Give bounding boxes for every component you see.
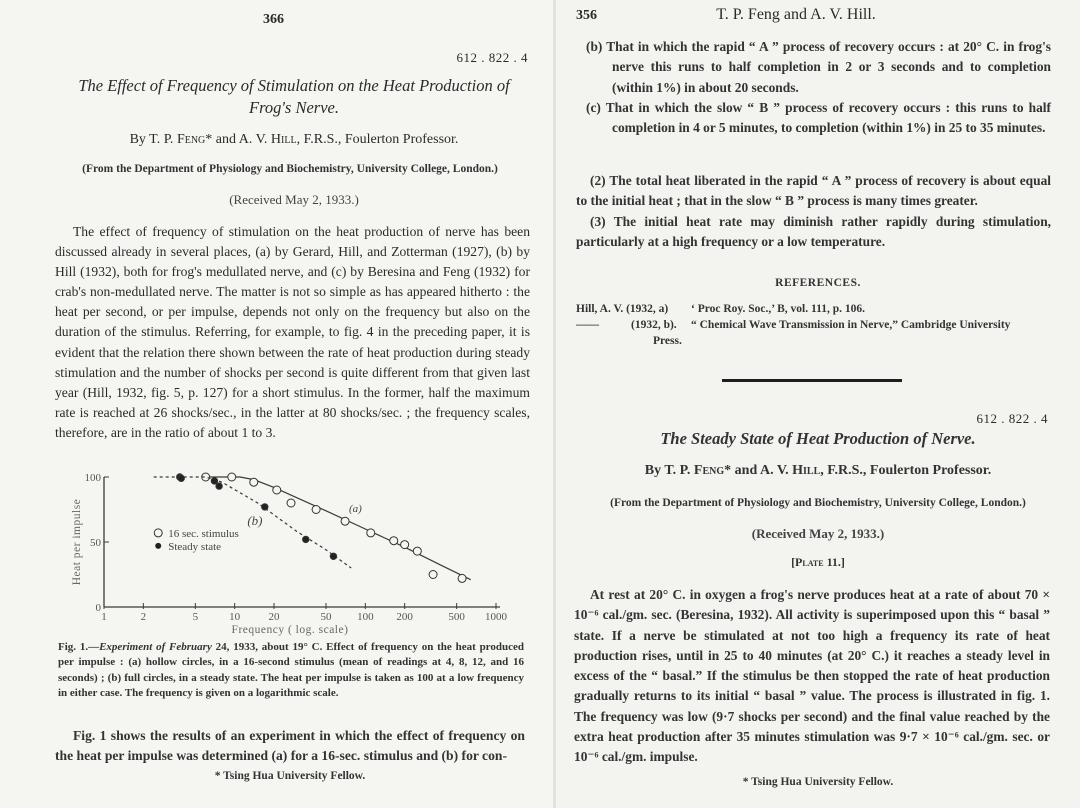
reference-continuation: Press. [653,335,682,347]
x-tick-label: 50 [320,611,332,623]
author-feng: Feng [176,132,206,147]
department: (From the Department of Physiology and Biochemistry, University College, London.) [82,163,498,175]
article-title [56,75,532,119]
article-title-line2: Frog's Nerve. [249,98,339,117]
right-page [556,0,1080,808]
caption-italic: Experiment of February [99,641,212,653]
y-tick-label: 50 [90,537,101,549]
data-point-hollow [273,486,281,494]
byline [556,463,1080,479]
paragraph-text: Fig. 1 shows the results of an experiment in which the effect of frequency on the heat per impulse was determined (a) for a 16-sec. stimulus and (b) for con- [55,728,525,764]
data-point-filled [262,504,268,510]
footnote: * Tsing Hua University Fellow. [742,776,894,788]
byline-mid: * and A. V. [724,463,793,478]
reference-text: “ Chemical Wave Transmission in Nerve,” Cambridge University [691,319,1011,331]
x-tick-label: 5 [192,611,199,623]
caption-label: Fig. 1.— [58,641,100,653]
data-point-hollow [341,517,349,525]
data-point-hollow [390,537,398,545]
annotation-b: (b) [247,513,263,529]
y-tick-label: 0 [95,602,101,614]
byline-suffix: , F.R.S., Foulerton Professor. [820,463,992,478]
data-point-hollow [228,473,236,481]
conclusions [576,171,1051,252]
curve-a-solid [206,477,471,580]
byline [56,132,532,148]
data-point-filled [178,475,184,481]
author-hill: Hill [792,463,821,478]
reference-author: —— [576,319,599,331]
reference-item [576,317,1056,333]
data-point-filled [211,478,217,484]
plate-reference: [Plate 11.] [791,555,845,569]
legend-label-steady: Steady state [168,540,222,553]
x-tick-label: 500 [448,611,465,623]
body-paragraph-1 [55,222,530,443]
byline-prefix: By T. P. [129,132,177,147]
author-feng: Feng [693,463,725,478]
data-point-hollow [250,478,258,486]
received-date: (Received May 2, 1933.) [229,192,359,207]
data-point-filled [303,536,309,542]
byline-prefix: By T. P. [644,463,694,478]
data-point-hollow [458,574,466,582]
section-divider-rule [722,379,902,382]
reference-text: ‘ Proc Roy. Soc.,’ B, vol. 111, p. 106. [691,303,865,315]
figure-caption [58,640,524,702]
byline-mid: * and A. V. [205,132,271,147]
data-point-hollow [367,529,375,537]
annotation-a: (a) [349,503,362,516]
page-number: 366 [263,12,284,27]
body-paragraph-1 [574,585,1050,768]
x-tick-label: 200 [396,611,413,623]
received-date: (Received May 2, 1933.) [751,526,885,541]
data-point-hollow [401,541,409,549]
reference-year: (1932, b). [631,319,677,331]
legend-marker-filled [155,543,161,549]
x-tick-label: 10 [229,611,241,623]
list-item-c: (c) That in which the slow “ B ” process of recovery occurs : this runs to half completion in 4 or 5 minutes, to completion (within 1%) in 25 to 35 minutes. [586,99,1051,136]
department: (From the Department of Physiology and Biochemistry, University College, London.) [610,497,1026,509]
x-tick-label: 1 [101,611,107,623]
references-heading: REFERENCES. [775,277,861,289]
legend-marker-hollow [154,529,162,537]
classification-code: 612 . 822 . 4 [976,411,1048,426]
paragraph-text: At rest at 20° C. in oxygen a frog's nerve produces heat at a rate of about 70 × 10⁻⁶ cal./gm. sec. (Beresina, 1932). All activity is superimposed upon this “ basal ” state. If a nerve be stimulated at not too high a frequency its rate of heat production rises, until in 25 to 40 minutes (at 20° C.) it reaches a steady level in excess of the “ basal.” If the stimulus be then stopped the rate of heat production gradually returns to its initial “ basal ” value. The process is illustrated in fig. 1. The frequency was low (9·7 shocks per second) and the final value reached by the extra heat production after 35 minutes stimulation was 9·7 × 10⁻⁶ cal./gm. sec. or 10⁻⁶ cal./gm. impulse. [574,587,1050,765]
legend-label-16sec: 16 sec. stimulus [168,527,239,540]
footnote: * Tsing Hua University Fellow. [214,770,366,782]
article-title-line1: The Effect of Frequency of Stimulation on the Heat Production of [78,76,510,95]
byline-suffix: , F.R.S., Foulerton Professor. [296,132,459,147]
running-head: T. P. Feng and A. V. Hill. [716,6,876,23]
data-point-hollow [312,506,320,514]
article-title: The Steady State of Heat Production of Nerve. [660,429,976,448]
recovery-list [576,37,1051,138]
body-paragraph-2 [55,726,525,766]
x-tick-label: 2 [140,611,147,623]
point-3: (3) The initial heat rate may diminish rather rapidly during stimulation, particularly at a high frequency or a low temperature. [576,213,1051,249]
data-point-filled [216,483,222,489]
figure-1-chart [60,462,530,640]
data-point-hollow [413,547,421,555]
x-tick-label: 100 [357,611,374,623]
list-item-b: (b) That in which the rapid “ A ” process of recovery occurs : at 20° C. in frog's nerve this runs to half completion in 2 or 3 seconds and to completion (within 1%) in about 20 seconds. [586,39,1051,95]
references-list [576,301,1056,349]
data-point-hollow [429,571,437,579]
point-2: (2) The total heat liberated in the rapid “ A ” process of recovery is about equal to the initial heat ; that in the slow “ B ” process is many times greater. [576,173,1051,209]
x-tick-label: 1000 [485,611,507,623]
reference-item [576,301,1056,317]
data-point-hollow [287,499,295,507]
y-axis-label: Heat per impulse [71,498,83,586]
y-tick-label: 100 [84,472,101,484]
x-tick-label: 20 [268,611,280,623]
x-axis-label: Frequency ( log. scale) [231,624,349,636]
page-number: 356 [576,8,597,23]
reference-author: Hill, A. V. (1932, a) [576,303,669,315]
data-point-filled [330,553,336,559]
classification-code: 612 . 822 . 4 [456,50,528,65]
caption-text: 24, 1933, about 19° C. Effect of frequency on the heat produced per impulse : (a) hollow circles, in a 16-second stimulus (mean of readings at 4, 8, 12, and 16 seconds) ; (b) full circles, in a steady state. The heat per impulse is taken as 100 at a low frequency in either case. The frequency is given on a logarithmic scale. [58,641,524,700]
author-hill: Hill [270,132,297,147]
paragraph-text: The effect of frequency of stimulation on the heat production of nerve has been discussed already in several places, (a) by Gerard, Hill, and Zotterman (1927), (b) by Hill (1932), both for frog's medullated nerve, and (c) by Beresina and Feng (1932) for crab's non-medullated nerve. The matter is not so simple as has appeared hitherto : the heat per second, or per impulse, depends not only on the frequency but also on the duration of the stimulus. Referring, for example, to fig. 4 in the preceding paper, it is evident that the relation there shown between the rate of heat production during steady stimulation and the number of shocks per second is quite different from that given last year (Hill, 1932, fig. 5, p. 127) for a short stimulus. In the former, half the maximum rate is reached at 26 shocks/sec., in the latter at 80 shocks/sec. ; the frequency scales, therefore, are in the ratio of about 1 to 3. [55,224,530,440]
